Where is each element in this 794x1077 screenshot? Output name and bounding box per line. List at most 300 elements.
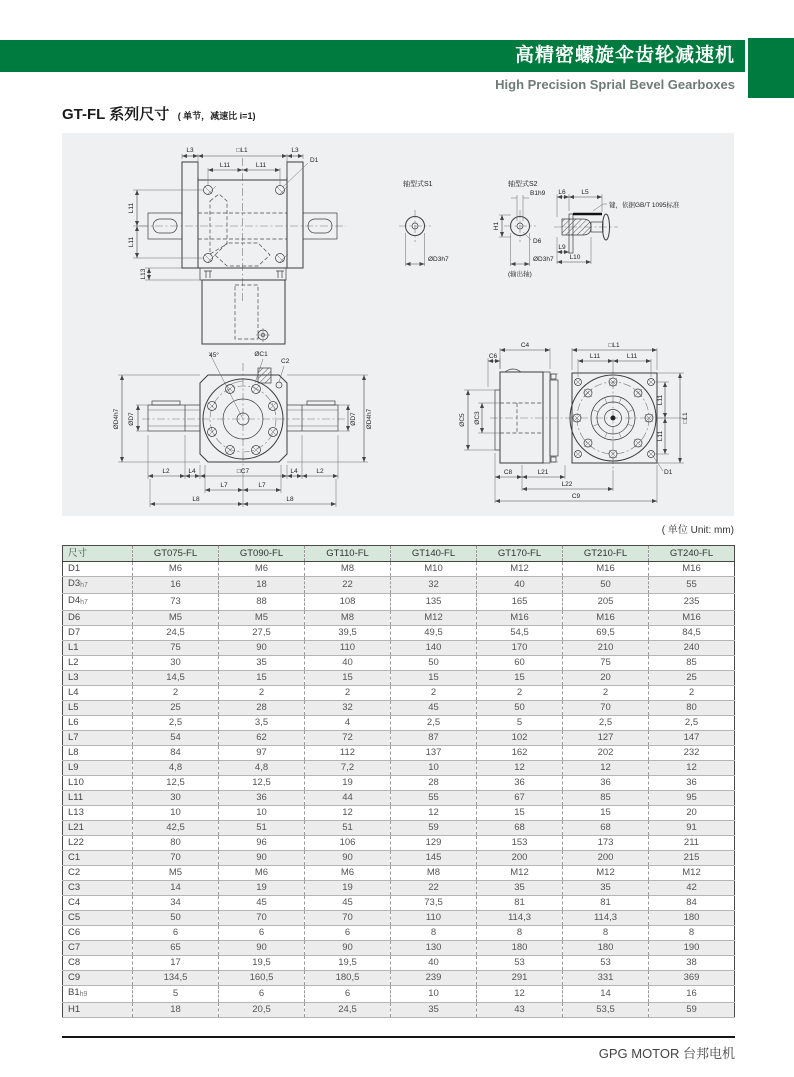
row-label: C1 bbox=[63, 851, 133, 866]
dimension-cell: 165 bbox=[477, 594, 563, 611]
dim-label: L10 bbox=[569, 254, 581, 261]
table-row bbox=[63, 941, 735, 956]
dimension-cell: 80 bbox=[133, 836, 219, 851]
table-row bbox=[63, 594, 735, 611]
dimension-cell: 36 bbox=[686, 777, 697, 788]
column-header: GT240-FL bbox=[669, 547, 714, 559]
table-row bbox=[63, 611, 735, 626]
table-row bbox=[63, 881, 735, 896]
dimension-cell: M16 bbox=[563, 611, 649, 626]
dimension-cell: M6 bbox=[219, 562, 305, 577]
header-bar bbox=[0, 40, 745, 72]
dimension-cell: 2 bbox=[688, 687, 695, 698]
dimension-cell: M16 bbox=[563, 562, 649, 577]
dimension-cell: 69,5 bbox=[563, 626, 649, 641]
table-row bbox=[63, 562, 735, 577]
dimension-cell: 17 bbox=[133, 956, 219, 971]
dimension-cell: 210 bbox=[563, 641, 649, 656]
table-row bbox=[63, 956, 735, 971]
dimension-cell: M5 bbox=[133, 611, 219, 626]
table-row bbox=[63, 641, 735, 656]
row-label: D7 bbox=[63, 626, 133, 641]
dimension-cell: 6 bbox=[305, 926, 391, 941]
dim-label: L7 bbox=[258, 482, 266, 489]
dim-label: C2 bbox=[281, 358, 290, 365]
dim-label: L3 bbox=[186, 147, 194, 154]
dimension-cell: 40 bbox=[391, 956, 477, 971]
dim-label: L11 bbox=[626, 353, 638, 360]
dimension-cell: 60 bbox=[477, 656, 563, 671]
dim-label: L11 bbox=[657, 394, 664, 406]
dimension-cell: 28 bbox=[219, 701, 305, 716]
table-row bbox=[63, 776, 735, 791]
dimension-cell: 50 bbox=[133, 911, 219, 926]
dim-label: L11 bbox=[657, 430, 664, 442]
row-label: L22 bbox=[63, 836, 133, 851]
dimension-cell: 85 bbox=[563, 791, 649, 806]
dim-label: ØC1 bbox=[254, 351, 268, 358]
shaft-s2-title: 轴型式S2 bbox=[508, 181, 538, 188]
dimension-cell: 27,5 bbox=[219, 626, 305, 641]
dimension-cell: 59 bbox=[686, 1004, 697, 1015]
row-label: C4 bbox=[63, 896, 133, 911]
dimension-cell: M6 bbox=[219, 866, 305, 881]
dimension-cell: 6 bbox=[219, 986, 305, 1003]
dimension-cell: 170 bbox=[477, 641, 563, 656]
dimension-cell: 215 bbox=[683, 852, 700, 863]
dimension-cell: 24,5 bbox=[305, 1003, 391, 1018]
dimension-cell: 145 bbox=[391, 851, 477, 866]
dimension-cell: 160,5 bbox=[219, 971, 305, 986]
dimension-cell: M12 bbox=[682, 867, 701, 878]
row-label: L7 bbox=[63, 731, 133, 746]
dimension-cell: 180 bbox=[683, 912, 700, 923]
dimension-cell: 49,5 bbox=[391, 626, 477, 641]
drawing-side-view bbox=[459, 342, 689, 503]
table-row bbox=[63, 851, 735, 866]
dim-label: C9 bbox=[571, 493, 581, 500]
dimension-cell: 90 bbox=[219, 641, 305, 656]
dimension-cell: 110 bbox=[391, 911, 477, 926]
row-label: L10 bbox=[63, 776, 133, 791]
dimension-cell: 95 bbox=[686, 792, 697, 803]
dimension-cell: 2 bbox=[477, 686, 563, 701]
dimension-cell: 50 bbox=[391, 656, 477, 671]
row-label: L4 bbox=[63, 686, 133, 701]
dimension-cell: 15 bbox=[219, 671, 305, 686]
table-row bbox=[63, 836, 735, 851]
dimension-cell: 32 bbox=[305, 701, 391, 716]
dimension-cell: 28 bbox=[391, 776, 477, 791]
dimension-cell: M6 bbox=[133, 562, 219, 577]
dimension-cell: 2 bbox=[391, 686, 477, 701]
dimension-cell: 137 bbox=[391, 746, 477, 761]
dimension-cell: 4,8 bbox=[219, 761, 305, 776]
dimension-cell: 2,5 bbox=[684, 717, 699, 728]
dimension-cell: 12 bbox=[563, 761, 649, 776]
dimension-cell: 6 bbox=[305, 986, 391, 1003]
dim-label: D6 bbox=[533, 238, 542, 245]
unit-note: ( 单位 Unit: mm) bbox=[661, 525, 734, 536]
dimension-cell: 62 bbox=[219, 731, 305, 746]
row-label: D6 bbox=[63, 611, 133, 626]
dimension-cell: 134,5 bbox=[133, 971, 219, 986]
dimension-cell: 38 bbox=[686, 957, 697, 968]
dimension-cell: 12 bbox=[391, 806, 477, 821]
dimension-cell: 147 bbox=[683, 732, 700, 743]
dimension-cell: 129 bbox=[391, 836, 477, 851]
table-row bbox=[63, 761, 735, 776]
drawing-shaft-types bbox=[399, 179, 680, 278]
dimension-cell: 2 bbox=[563, 686, 649, 701]
dimension-cell: 108 bbox=[305, 594, 391, 611]
dimension-cell: 190 bbox=[683, 942, 700, 953]
dimension-cell: 35 bbox=[219, 656, 305, 671]
row-label: L9 bbox=[63, 761, 133, 776]
dimension-cell: 30 bbox=[133, 791, 219, 806]
dimension-cell: M12 bbox=[391, 611, 477, 626]
dimension-cell: 20 bbox=[563, 671, 649, 686]
dim-label: L2 bbox=[316, 468, 324, 475]
dimension-cell: 200 bbox=[563, 851, 649, 866]
column-header: GT210-FL bbox=[563, 546, 649, 562]
dim-label: ØC3 bbox=[474, 411, 481, 425]
dim-label: □C7 bbox=[236, 468, 250, 475]
table-row bbox=[63, 926, 735, 941]
dimension-cell: 12 bbox=[477, 986, 563, 1003]
dimension-cell: 180 bbox=[563, 941, 649, 956]
dimension-cell: 50 bbox=[563, 577, 649, 594]
dimension-cell: 22 bbox=[305, 577, 391, 594]
row-label: D3h7 bbox=[63, 577, 133, 594]
dimension-cell: 81 bbox=[477, 896, 563, 911]
table-row bbox=[63, 626, 735, 641]
dimension-cell: 36 bbox=[219, 791, 305, 806]
dimension-cell: 84,5 bbox=[682, 627, 701, 638]
dim-label: 45° bbox=[209, 352, 219, 359]
dimension-cell: 162 bbox=[477, 746, 563, 761]
row-label: H1 bbox=[63, 1003, 133, 1018]
dimension-cell: 32 bbox=[391, 577, 477, 594]
dimension-cell: 42,5 bbox=[133, 821, 219, 836]
dimension-cell: 153 bbox=[477, 836, 563, 851]
dimension-cell: 8 bbox=[563, 926, 649, 941]
dimension-cell: 102 bbox=[477, 731, 563, 746]
dimension-cell: 114,3 bbox=[477, 911, 563, 926]
dim-label: □L1 bbox=[608, 342, 620, 349]
page-subtitle: High Precision Sprial Bevel Gearboxes bbox=[495, 77, 735, 92]
dimension-cell: M8 bbox=[391, 866, 477, 881]
technical-drawing bbox=[62, 133, 734, 516]
row-label: L6 bbox=[63, 716, 133, 731]
dim-label: C8 bbox=[503, 469, 513, 476]
dimension-table-body bbox=[63, 562, 735, 1018]
dimension-cell: 8 bbox=[477, 926, 563, 941]
dimension-cell: M16 bbox=[682, 563, 701, 574]
dimension-cell: 10 bbox=[391, 986, 477, 1003]
dimension-cell: 135 bbox=[391, 594, 477, 611]
table-row bbox=[63, 971, 735, 986]
dimension-cell: 10 bbox=[219, 806, 305, 821]
header-accent-block bbox=[748, 38, 794, 98]
dimension-cell: M5 bbox=[133, 866, 219, 881]
dimension-cell: 202 bbox=[563, 746, 649, 761]
dim-label: L4 bbox=[290, 468, 298, 475]
dim-label: L11 bbox=[128, 202, 135, 214]
dimension-cell: 73,5 bbox=[391, 896, 477, 911]
dimension-cell: 45 bbox=[219, 896, 305, 911]
row-label: C2 bbox=[63, 866, 133, 881]
dimension-cell: 106 bbox=[305, 836, 391, 851]
row-label: C7 bbox=[63, 941, 133, 956]
dimension-cell: 34 bbox=[133, 896, 219, 911]
table-row bbox=[63, 577, 735, 594]
dimension-cell: M12 bbox=[563, 866, 649, 881]
dimension-cell: 180 bbox=[477, 941, 563, 956]
dimension-cell: 2,5 bbox=[133, 716, 219, 731]
dimension-cell: 53 bbox=[477, 956, 563, 971]
column-header: GT170-FL bbox=[477, 546, 563, 562]
dimension-cell: 5 bbox=[133, 986, 219, 1003]
dimension-cell: 54 bbox=[133, 731, 219, 746]
section-heading bbox=[62, 103, 255, 124]
row-label: C5 bbox=[63, 911, 133, 926]
dimension-cell: 53,5 bbox=[563, 1003, 649, 1018]
row-label: C3 bbox=[63, 881, 133, 896]
dimension-cell: 8 bbox=[391, 926, 477, 941]
dimension-cell: 24,5 bbox=[133, 626, 219, 641]
dimension-cell: 14 bbox=[133, 881, 219, 896]
dimension-cell: 15 bbox=[391, 671, 477, 686]
row-label: L2 bbox=[63, 656, 133, 671]
dimension-cell: 90 bbox=[305, 851, 391, 866]
table-row bbox=[63, 866, 735, 881]
dimension-cell: 55 bbox=[391, 791, 477, 806]
dimension-cell: 90 bbox=[219, 941, 305, 956]
table-row bbox=[63, 701, 735, 716]
dim-label: ØD3h7 bbox=[533, 256, 554, 263]
row-label: L8 bbox=[63, 746, 133, 761]
table-row bbox=[63, 656, 735, 671]
dimension-cell: 240 bbox=[683, 642, 700, 653]
dimension-cell: 369 bbox=[683, 972, 700, 983]
dimension-cell: M16 bbox=[477, 611, 563, 626]
table-row bbox=[63, 896, 735, 911]
dimension-cell: 110 bbox=[305, 641, 391, 656]
dimension-table bbox=[62, 545, 735, 1018]
row-label: D1 bbox=[63, 562, 133, 577]
dimension-cell: 6 bbox=[133, 926, 219, 941]
dimension-cell: 7,2 bbox=[305, 761, 391, 776]
dimension-cell: 35 bbox=[391, 1003, 477, 1018]
row-label: L3 bbox=[63, 671, 133, 686]
dimension-cell: 25 bbox=[133, 701, 219, 716]
dimension-cell: 2,5 bbox=[563, 716, 649, 731]
dim-label: L6 bbox=[558, 189, 566, 196]
dimension-cell: 20,5 bbox=[219, 1003, 305, 1018]
dimension-cell: 18 bbox=[133, 1003, 219, 1018]
dimension-cell: 19 bbox=[305, 881, 391, 896]
column-header: GT110-FL bbox=[305, 546, 391, 562]
row-label: L11 bbox=[63, 791, 133, 806]
dimension-cell: 40 bbox=[305, 656, 391, 671]
dim-label: L11 bbox=[589, 353, 601, 360]
dimension-cell: 53 bbox=[563, 956, 649, 971]
dim-label: L11 bbox=[128, 236, 135, 248]
dimension-cell: 2,5 bbox=[391, 716, 477, 731]
dimension-cell: 12 bbox=[477, 761, 563, 776]
dimension-cell: 19,5 bbox=[219, 956, 305, 971]
dimension-cell: 5 bbox=[477, 716, 563, 731]
dim-label: ØD7 bbox=[128, 412, 135, 426]
dimension-cell: 36 bbox=[477, 776, 563, 791]
section-title: GT-FL 系列尺寸 bbox=[62, 106, 170, 123]
dimension-cell: 232 bbox=[683, 747, 700, 758]
dim-label: L8 bbox=[192, 496, 200, 503]
dimension-cell: 239 bbox=[391, 971, 477, 986]
page-title: 高精密螺旋伞齿轮减速机 bbox=[514, 45, 735, 66]
dimension-cell: 73 bbox=[133, 594, 219, 611]
dim-label: L22 bbox=[561, 481, 573, 488]
dimension-cell: 68 bbox=[477, 821, 563, 836]
dimension-cell: 20 bbox=[686, 807, 697, 818]
drawing-panel bbox=[62, 133, 734, 516]
dimension-cell: M12 bbox=[477, 866, 563, 881]
dimension-cell: 12,5 bbox=[219, 776, 305, 791]
dim-label: L2 bbox=[162, 468, 170, 475]
dim-label: D1 bbox=[310, 157, 319, 164]
dimension-cell: 4,8 bbox=[133, 761, 219, 776]
dim-label: L8 bbox=[286, 496, 294, 503]
dimension-cell: 235 bbox=[683, 596, 700, 607]
dimension-cell: 130 bbox=[391, 941, 477, 956]
dimension-cell: 87 bbox=[391, 731, 477, 746]
dimension-cell: 10 bbox=[133, 806, 219, 821]
dimension-cell: M5 bbox=[219, 611, 305, 626]
dimension-cell: 114,3 bbox=[563, 911, 649, 926]
dimension-cell: 67 bbox=[477, 791, 563, 806]
dim-label: ØD4h7 bbox=[113, 408, 120, 430]
dimension-cell: 3,5 bbox=[219, 716, 305, 731]
row-label: C8 bbox=[63, 956, 133, 971]
footer-divider bbox=[62, 1036, 735, 1038]
dimension-cell: 59 bbox=[391, 821, 477, 836]
drawing-top-view bbox=[128, 147, 346, 344]
dimension-cell: 70 bbox=[219, 911, 305, 926]
dimension-cell: 16 bbox=[133, 577, 219, 594]
dimension-cell: 55 bbox=[686, 579, 697, 590]
dimension-cell: 96 bbox=[219, 836, 305, 851]
dimension-cell: 88 bbox=[219, 594, 305, 611]
dimension-cell: 51 bbox=[305, 821, 391, 836]
dimension-cell: M12 bbox=[477, 562, 563, 577]
dimension-cell: 81 bbox=[563, 896, 649, 911]
dimension-cell: 54,5 bbox=[477, 626, 563, 641]
dimension-cell: 51 bbox=[219, 821, 305, 836]
table-row bbox=[63, 821, 735, 836]
dimension-cell: M8 bbox=[305, 562, 391, 577]
dim-label: ØD4h7 bbox=[366, 408, 373, 430]
dimension-cell: 6 bbox=[219, 926, 305, 941]
dimension-cell: 291 bbox=[477, 971, 563, 986]
dimension-cell: 85 bbox=[686, 657, 697, 668]
dimension-cell: 50 bbox=[477, 701, 563, 716]
row-label: L5 bbox=[63, 701, 133, 716]
column-header: 尺寸 bbox=[63, 546, 133, 562]
dimension-cell: 2 bbox=[219, 686, 305, 701]
dimension-cell: 42 bbox=[686, 882, 697, 893]
dimension-cell: 12,5 bbox=[133, 776, 219, 791]
dimension-cell: 68 bbox=[563, 821, 649, 836]
dim-label: H1 bbox=[493, 221, 500, 231]
dimension-cell: 15 bbox=[477, 806, 563, 821]
dim-label: L3 bbox=[291, 147, 299, 154]
dim-label: C6 bbox=[488, 353, 498, 360]
row-label: L13 bbox=[63, 806, 133, 821]
dimension-cell: 12 bbox=[686, 762, 697, 773]
dimension-cell: 35 bbox=[477, 881, 563, 896]
dimension-cell: 44 bbox=[305, 791, 391, 806]
dim-label: L11 bbox=[219, 162, 231, 169]
column-header: GT075-FL bbox=[133, 546, 219, 562]
dimension-cell: 127 bbox=[563, 731, 649, 746]
dim-label: ØD3h7 bbox=[428, 256, 449, 263]
dimension-cell: 211 bbox=[683, 837, 700, 848]
dimension-cell: M8 bbox=[305, 611, 391, 626]
table-header-row bbox=[63, 546, 735, 562]
dim-label: L21 bbox=[537, 469, 549, 476]
dimension-cell: M10 bbox=[391, 562, 477, 577]
drawing-front-view bbox=[113, 351, 373, 507]
dim-label: L11 bbox=[255, 162, 267, 169]
dimension-cell: 70 bbox=[563, 701, 649, 716]
dimension-cell: 12 bbox=[305, 806, 391, 821]
dim-label: L7 bbox=[220, 482, 228, 489]
dim-label: □L1 bbox=[236, 147, 248, 154]
row-label: C6 bbox=[63, 926, 133, 941]
dim-label: C4 bbox=[520, 342, 530, 349]
shaft-s1-title: 轴型式S1 bbox=[403, 181, 433, 188]
dimension-cell: 45 bbox=[391, 701, 477, 716]
dimension-cell: 173 bbox=[563, 836, 649, 851]
footer-brand: GPG MOTOR 台邦电机 bbox=[598, 1046, 735, 1061]
dimension-cell: 112 bbox=[305, 746, 391, 761]
table-row bbox=[63, 731, 735, 746]
table-row bbox=[63, 1003, 735, 1018]
dim-label: L5 bbox=[581, 189, 589, 196]
dimension-cell: 45 bbox=[305, 896, 391, 911]
table-row bbox=[63, 671, 735, 686]
dimension-cell: 15 bbox=[305, 671, 391, 686]
row-label: L21 bbox=[63, 821, 133, 836]
column-header: GT090-FL bbox=[219, 546, 305, 562]
dimension-cell: 19 bbox=[219, 881, 305, 896]
dim-label: L13 bbox=[140, 268, 147, 280]
output-shaft-note: (输出轴) bbox=[508, 271, 532, 278]
dimension-cell: 72 bbox=[305, 731, 391, 746]
dimension-cell: 90 bbox=[305, 941, 391, 956]
table-row bbox=[63, 911, 735, 926]
dimension-cell: 84 bbox=[133, 746, 219, 761]
dimension-cell: 140 bbox=[391, 641, 477, 656]
dimension-cell: 15 bbox=[477, 671, 563, 686]
dimension-cell: 30 bbox=[133, 656, 219, 671]
section-note: ( 单节，减速比 i=1) bbox=[177, 111, 256, 121]
dim-label: B1h9 bbox=[530, 190, 546, 197]
column-header: GT140-FL bbox=[391, 546, 477, 562]
dimension-cell: 43 bbox=[477, 1003, 563, 1018]
row-label: L1 bbox=[63, 641, 133, 656]
